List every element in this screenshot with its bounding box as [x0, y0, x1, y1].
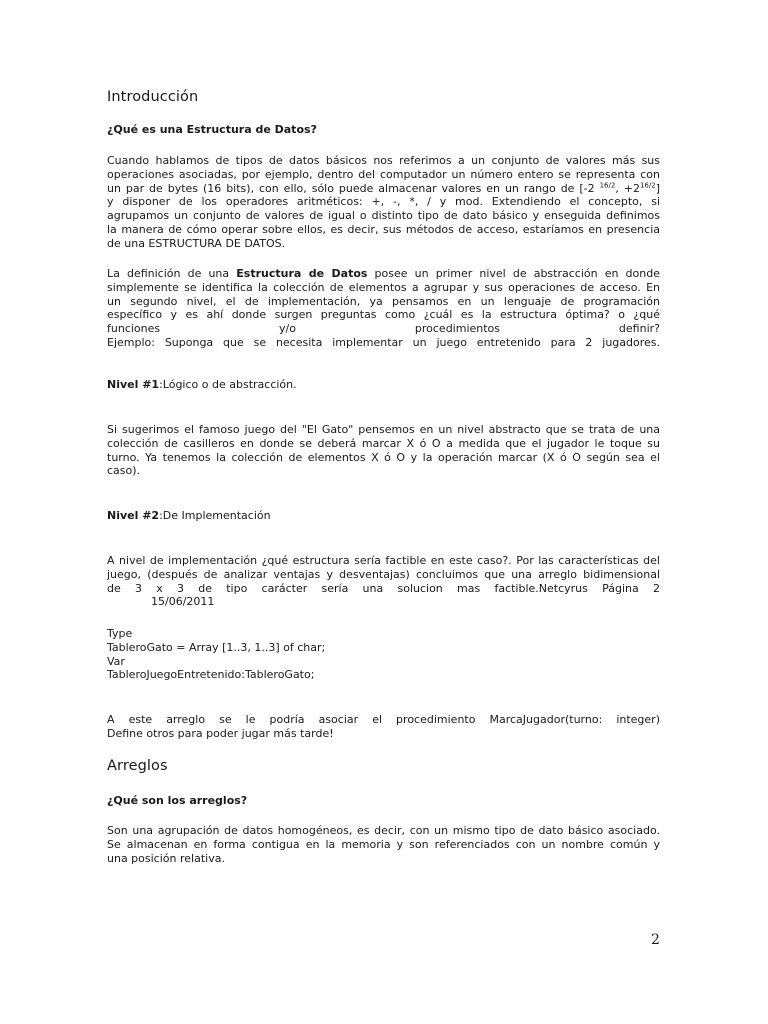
text-fragment: ] [655, 181, 660, 195]
text-line: Si sugerimos el famoso juego del "El Gato" pensemos en un nivel abstracto que se trata de una [107, 423, 660, 436]
code-line: Type [107, 627, 133, 640]
text-line: caso). [107, 464, 141, 478]
text-fragment: posee un primer nivel de abstracción en donde [367, 267, 660, 280]
subheading-estructura-datos: ¿Qué es una Estructura de Datos? [107, 123, 317, 136]
paragraph-definicion [107, 267, 660, 350]
text-line: turno. Ya tenemos la colección de elementos X ó O y la operación marcar (X ó O según sea el [107, 450, 660, 464]
text-line: Cuando hablamos de tipos de datos básicos nos referimos a un conjunto de valores más sus [107, 154, 660, 167]
text-line: Se almacenan en forma contigua en la memoria y son referenciados con un nombre común y [107, 837, 660, 851]
code-line: TableroJuegoEntretenido:TableroGato; [107, 668, 315, 682]
text-line: y disponer de los operadores aritméticos: +, -, *, / y mod. Extendiendo el concepto, si [107, 195, 660, 209]
text-line: la manera de cómo operar sobre ellos, es decir, sus métodos de acceso, estaríamos en presencia [107, 222, 660, 236]
text-fragment: un par de bytes (16 bits), con ello, sólo puede almacenar valores en un rango de [-2 [107, 181, 600, 195]
text-fragment: , +2 [615, 181, 640, 195]
text-line [107, 267, 660, 281]
text-line: una posición relativa. [107, 851, 225, 865]
date-line: 15/06/2011 [151, 595, 215, 609]
text-line: operaciones asociadas, por ejemplo, dentro del computador un número entero se representa con [107, 167, 660, 181]
text-line: de una ESTRUCTURA DE DATOS. [107, 236, 286, 250]
section-heading-introduccion: Introducción [107, 89, 199, 105]
text-line: agrupamos un conjunto de valores de igual o distinto tipo de dato básico y enseguida definimos [107, 209, 660, 223]
text-line: específico y es ahí donde surgen preguntas como ¿cuál es la estructura óptima? o ¿qué [107, 308, 660, 322]
nivel-2-line [107, 509, 660, 523]
text-line: de 3 x 3 de tipo carácter sería una solucion mas factible.Netcyrus Página 2 [107, 581, 660, 595]
page-number: 2 [651, 932, 660, 948]
text-line: A este arreglo se le podría asociar el procedimiento MarcaJugador(turno: integer) [107, 713, 660, 726]
nivel-1-line [107, 378, 660, 392]
nivel-label: Nivel #1 [107, 378, 160, 391]
nivel-label: Nivel #2 [107, 509, 160, 522]
text-line: colección de casilleros en donde se deberá marcar X ó O a medida que el jugador le toque su [107, 436, 660, 450]
paragraph-tipos-datos [107, 154, 660, 251]
paragraph-implementacion [107, 554, 660, 609]
nivel-text: :Lógico o de abstracción. [159, 378, 297, 391]
section-heading-arreglos: Arreglos [107, 758, 168, 774]
bold-term: Estructura de Datos [236, 267, 368, 280]
text-line: un segundo nivel, el de implementación, ya pensamos en un lenguaje de programación [107, 294, 660, 308]
text-line-range [107, 182, 660, 196]
text-line: A nivel de implementación ¿qué estructura sería factible en este caso?. Por las características del [107, 554, 660, 567]
nivel-text: :De Implementación [159, 509, 271, 522]
text-fragment: La definición de una [107, 267, 237, 280]
code-block [107, 627, 660, 682]
subheading-que-son-arreglos: ¿Qué son los arreglos? [107, 794, 248, 807]
paragraph-el-gato [107, 423, 660, 478]
text-line: Ejemplo: Suponga que se necesita implementar un juego entretenido para 2 jugadores. [107, 335, 660, 349]
code-line: Var [107, 654, 125, 668]
text-line: Son una agrupación de datos homogéneos, es decir, con un mismo tipo de dato básico asociado. [107, 824, 660, 837]
text-line: funciones y/o procedimientos definir? [107, 322, 660, 336]
superscript: 16/2 [599, 180, 616, 189]
superscript: 16/2 [639, 180, 656, 189]
text-line: Define otros para poder jugar más tarde! [107, 726, 334, 740]
paragraph-arreglos [107, 824, 660, 865]
text-line: simplemente se identifica la colección de elementos a agrupar y sus operaciones de acceso. En [107, 280, 660, 294]
code-line: TableroGato = Array [1..3, 1..3] of char; [107, 640, 326, 654]
text-line: juego, (después de analizar ventajas y desventajas) concluimos que una arreglo bidimensional [107, 567, 660, 581]
paragraph-arreglo-asociar [107, 713, 660, 741]
